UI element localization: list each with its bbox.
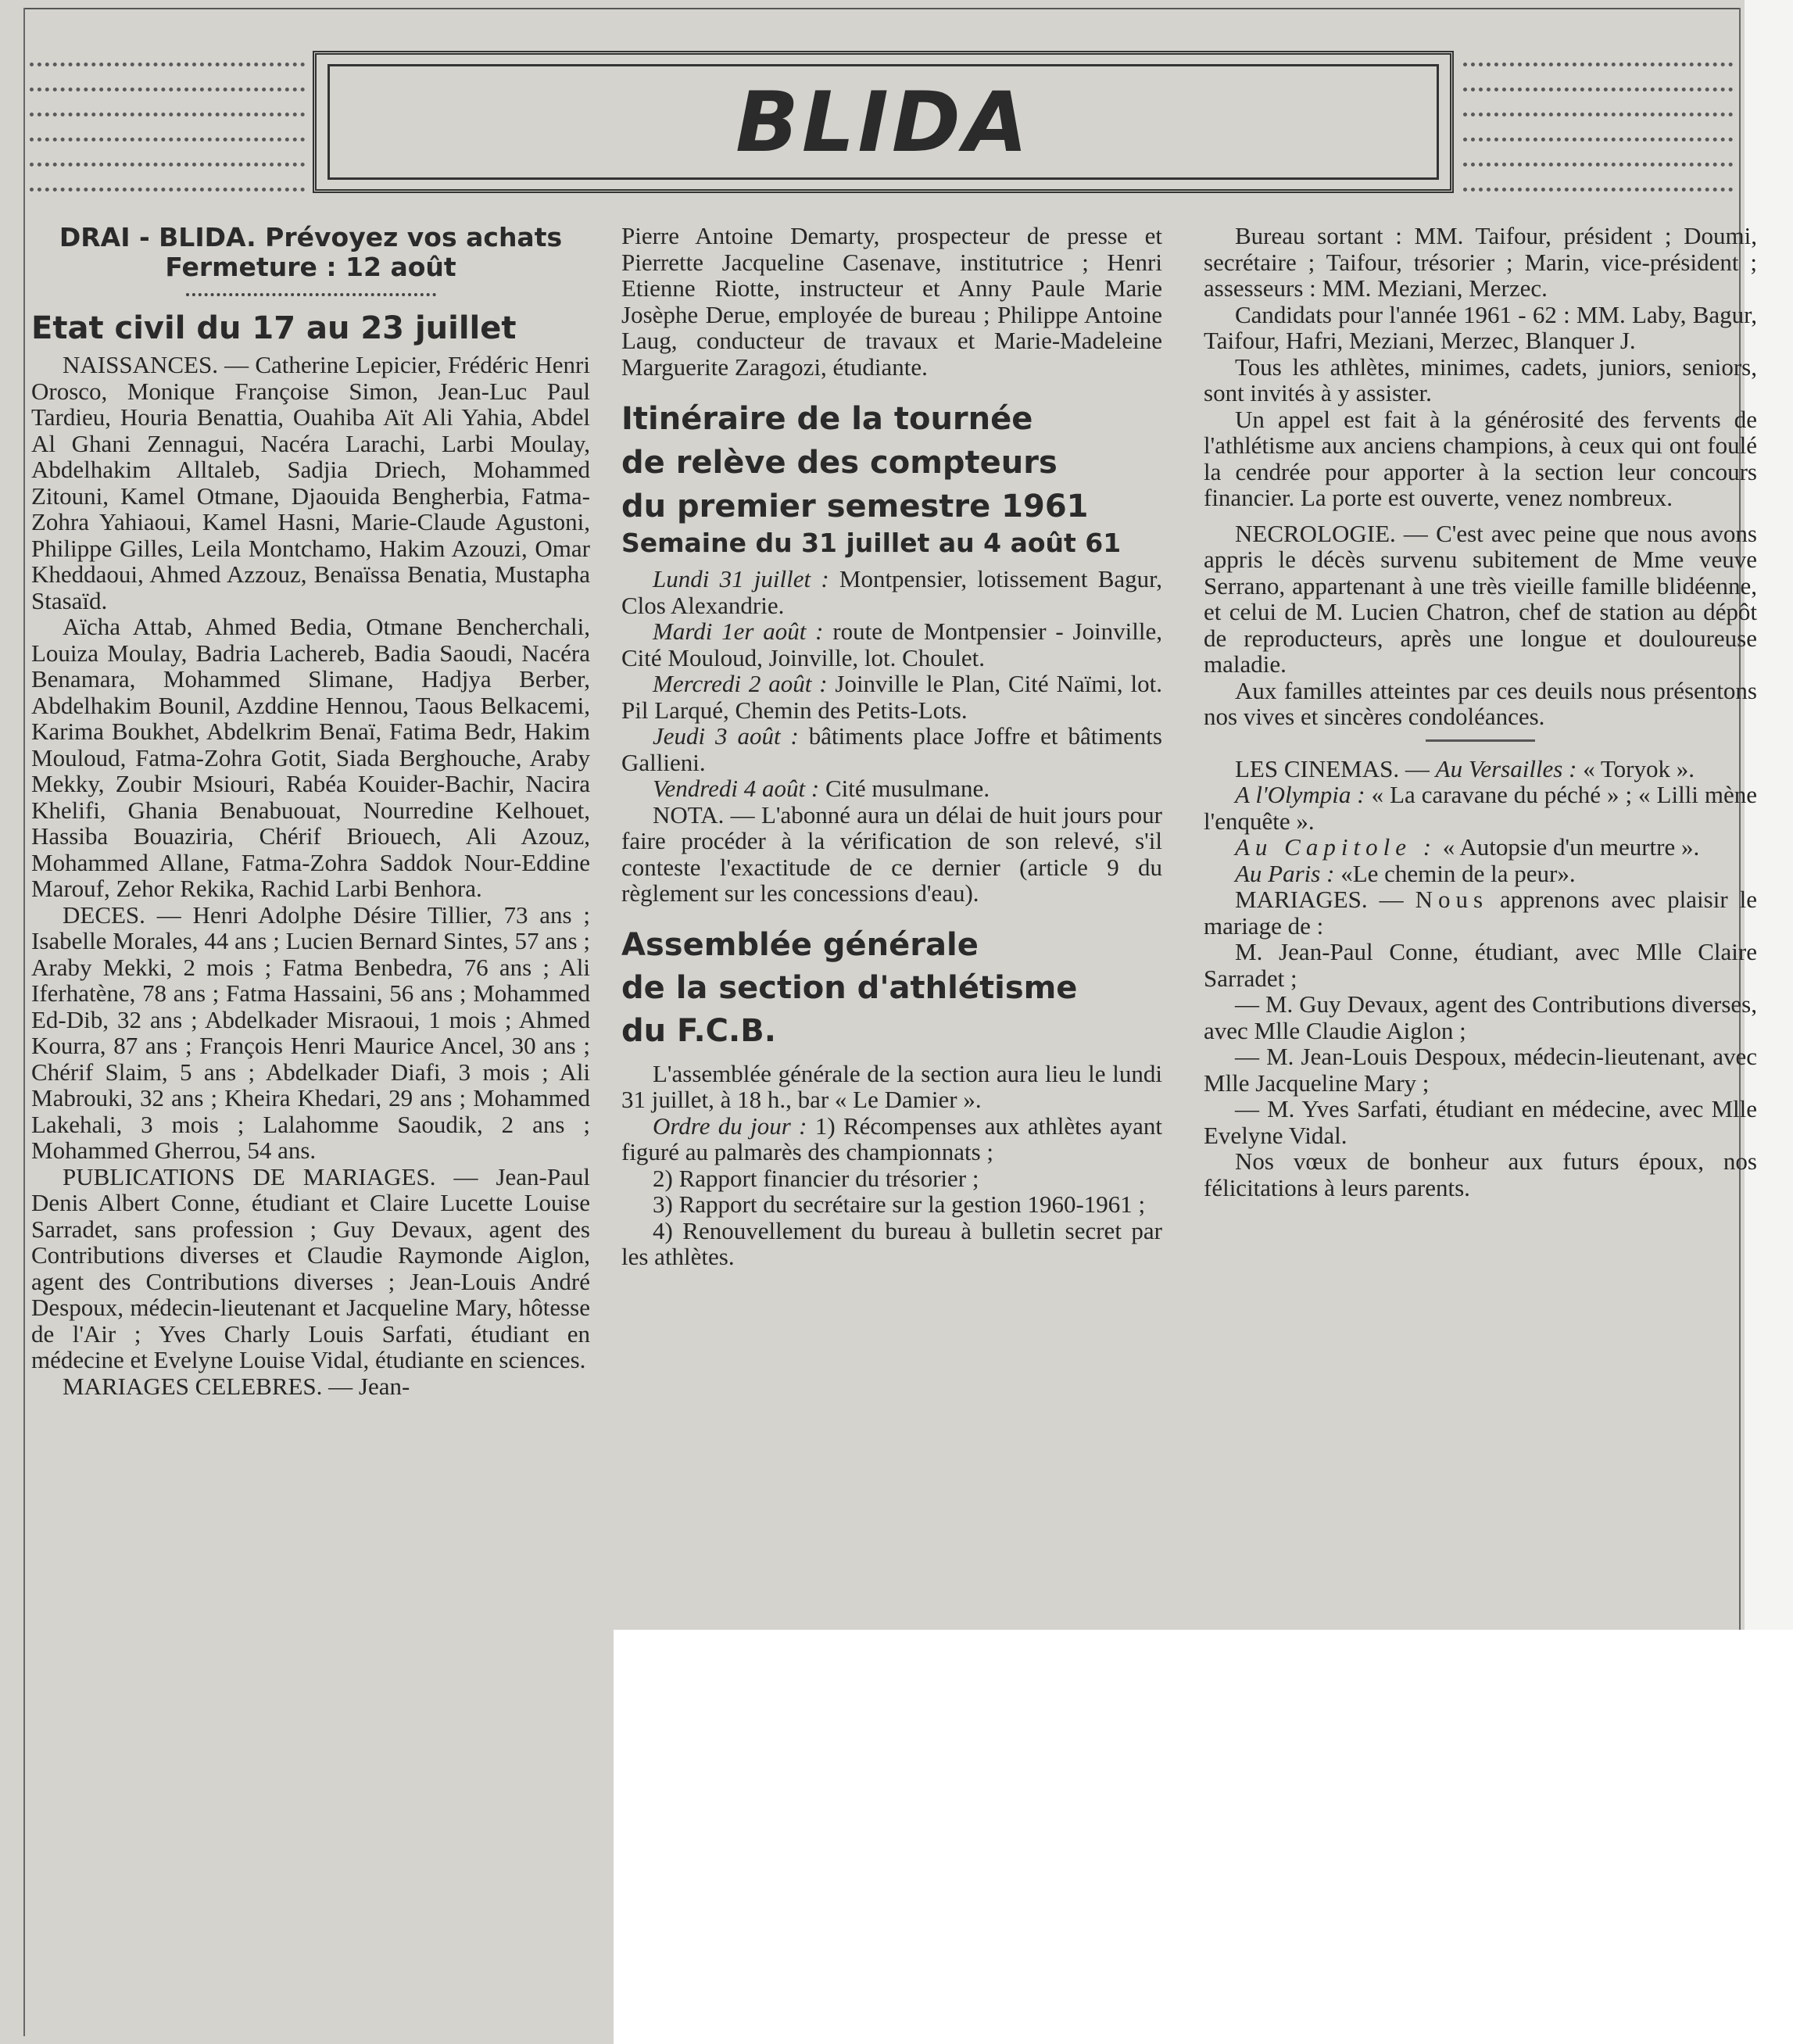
naissances-text: — Catherine Lepicier, Frédéric Henri Orosco, Monique Françoise Simon, Jean-Luc Paul Tardieu, Houria Benattia, Ouahiba Aït Ali Yahia, Abdel Al Ghani Zennagui, Nacéra Larachi, Larbi Moulay, Abdelhakim Alltaleb, Sadjia Driech, Mohammed Zitouni, Kamel Otmane, Djaouida Bengherbia, Fatma-Zohra Yahiaoui, Kamel Hasni, Marie-Claude Agustoni, Philippe Gilles, Leila Montchamo, Hakim Azouzi, Omar Kheddaoui, Ahmed Azzouz, Benaïssa Benatia, Mustapha Stasaïd. xyxy=(31,351,590,614)
capitole-paragraph xyxy=(1204,834,1757,861)
mariage-2: — M. Guy Devaux, agent des Contributions diverses, avec Mlle Claudie Aiglon ; xyxy=(1204,990,1757,1044)
mercredi-text: Joinville le Plan, Cité Naïmi, lot. Pil Larqué, Chemin des Petits-Lots. xyxy=(621,670,1162,724)
appel-paragraph: Un appel est fait à la générosité des fervents de l'athlétisme aux anciens champions, à ceux qui ont foulé la cendrée pour apporter à la section leur concours financier. La porte est ouverte, venez nombreux. xyxy=(1204,405,1757,511)
section-title: BLIDA xyxy=(735,73,1031,170)
cinemas-label: LES CINEMAS. xyxy=(1235,754,1400,782)
agenda-item-3: 3) Rapport du secrétaire sur la gestion 1960-1961 ; xyxy=(653,1190,1146,1218)
etat-civil-heading: Etat civil du 17 au 23 juillet xyxy=(31,310,517,346)
paris-paragraph xyxy=(1204,861,1757,887)
deces-paragraph xyxy=(31,902,590,1164)
agenda-label: Ordre du jour : xyxy=(653,1111,807,1140)
publications-paragraph xyxy=(31,1164,590,1373)
olympia-films: « La caravane du péché » ; « Lilli mène l'enquête ». xyxy=(1204,781,1758,835)
continued-paragraph: Pierre Antoine Demarty, prospecteur de presse et Pierrette Jacqueline Casenave, institutrice ; Henri Etienne Riotte, instructeur et Anny Paule Marie Josèphe Derue, employée de bureau ; Philippe Antoine Laug, conducteur de travaux et Marie-Madeleine Marguerite Zaragozi, étudiante. xyxy=(621,222,1162,381)
jeudi-text: bâtiments place Joffre et bâtiments Gallieni. xyxy=(621,722,1162,776)
column-3 xyxy=(1204,223,1757,1201)
candidats-paragraph: Candidats pour l'année 1961 - 62 : MM. Laby, Bagur, Taifour, Hafri, Meziani, Merzec, Blanquer J. xyxy=(1204,300,1757,354)
paris-label: Au Paris : xyxy=(1235,859,1335,887)
naissances-paragraph xyxy=(31,352,590,614)
jeudi-paragraph xyxy=(621,723,1162,775)
assembly-heading-3: du F.C.B. xyxy=(621,1012,776,1049)
mariages-dash: — xyxy=(1367,886,1415,913)
separator xyxy=(186,293,436,296)
vendredi-paragraph xyxy=(621,775,1162,802)
nota-text: — L'abonné aura un délai de huit jours pour faire procéder à la vérification de son relevé, s'il conteste l'exactitude de ce dernier (article 9 du règlement sur les concessions d'eau). xyxy=(621,800,1162,907)
itinerary-heading-1: Itinéraire de la tournée xyxy=(621,401,1033,437)
lundi-label: Lundi 31 juillet : xyxy=(653,565,829,592)
decor-dash xyxy=(30,138,305,141)
lundi-paragraph xyxy=(621,566,1162,618)
versailles-label: Au Versailles : xyxy=(1435,754,1577,782)
naissances-paragraph-2 xyxy=(31,614,590,902)
section-banner xyxy=(313,51,1454,193)
publications-label: PUBLICATIONS DE MARIAGES. xyxy=(63,1162,436,1190)
celebres-text: — Jean- xyxy=(322,1372,410,1400)
mariages-label: MARIAGES. xyxy=(1235,886,1368,913)
mardi-label: Mardi 1er août : xyxy=(653,617,824,645)
athletes-paragraph: Tous les athlètes, minimes, cadets, juniors, seniors, sont invités à y assister. xyxy=(1204,353,1757,406)
column-2 xyxy=(621,223,1162,1270)
mariages-intro: apprenons avec plaisir le mariage de : xyxy=(1204,886,1757,940)
decor-dash xyxy=(1463,138,1733,141)
decor-dash xyxy=(1463,88,1733,91)
capitole-film: « Autopsie d'un meurtre ». xyxy=(1437,833,1700,861)
decor-dash xyxy=(30,163,305,166)
necrologie-paragraph xyxy=(1204,521,1757,678)
olympia-label: A l'Olympia : xyxy=(1235,781,1365,808)
spacer xyxy=(621,907,1162,924)
jeudi-label: Jeudi 3 août : xyxy=(653,722,799,750)
agenda-paragraph xyxy=(621,1113,1162,1165)
olympia-paragraph xyxy=(1204,782,1757,834)
condoleances-paragraph: Aux familles atteintes par ces deuils nous présentons nos vives et sincères condoléances. xyxy=(1204,676,1757,730)
deces-text: — Henri Adolphe Désire Tillier, 73 ans ; Isabelle Morales, 44 ans ; Lucien Bernard Sintes, 57 ans ; Araby Mekki, 2 mois ; Fatma Benbedra, 76 ans ; Ali Iferhatène, 78 ans ; Fatma Hassaini, 56 ans ; Mohammed Ed-Dib, 32 ans ; Abdelkader Misraoui, 1 mois ; Ahmed Kourra, 87 ans ; François Henri Maurice Ancel, 30 ans ; Chérif Slaim, 5 ans ; Abdelkader Diafi, 3 mois ; Ali Mabrouki, 32 ans ; Kheira Khedari, 29 ans ; Mohammed Lakehali, 3 mois ; Lalahomme Saoudik, 2 ans ; Mohammed Gherrou, 54 ans. xyxy=(31,900,590,1164)
top-rule xyxy=(23,8,1739,9)
versailles-film: « Toryok ». xyxy=(1576,754,1695,782)
voeux-paragraph: Nos vœux de bonheur aux futurs époux, nos félicitations à leurs parents. xyxy=(1204,1147,1757,1201)
cinemas-paragraph: LES CINEMAS. — Au Versailles : « Toryok ». xyxy=(1235,754,1695,782)
agenda-item-2: 2) Rapport financier du trésorier ; xyxy=(653,1164,979,1192)
ad-line-2: Fermeture : 12 août xyxy=(165,252,456,282)
mariages-paragraph xyxy=(1204,886,1757,939)
nota-paragraph xyxy=(621,802,1162,907)
decor-dash xyxy=(30,188,305,192)
publications-text: — Jean-Paul Denis Albert Conne, étudiant et Claire Lucette Louise Sarradet, sans profession ; Guy Devaux, agent des Contributions diverses et Claudie Raymonde Aiglon, agent des Contributions diverses ; Jean-Louis André Despoux, médecin-lieutenant et Jacqueline Mary, hôtesse de l'Air ; Yves Charly Louis Sarfati, étudiant en médecine et Evelyne Louise Vidal, étudiante en sciences. xyxy=(31,1162,590,1373)
mardi-paragraph xyxy=(621,618,1162,671)
naissances-text-2: Aïcha Attab, Ahmed Bedia, Otmane Bencherchali, Louiza Moulay, Badria Lachereb, Badia Saoudi, Nacéra Benamara, Mohammed Slimane, Hadjya Berber, Abdelhakim Bounil, Azddine Hennou, Taous Belkacemi, Karima Boukhet, Abdelkrim Benaï, Fatima Bedr, Hakim Mouloud, Fatma-Zohra Gotit, Siada Berghouche, Araby Mekky, Zoubir Msiouri, Rabéa Kouider-Bachir, Nacira Khelifi, Ghania Benabuouat, Nourredine Kelhouet, Hassiba Bouaziria, Chérif Briouech, Ali Azouz, Mohammed Allane, Fatma-Zohra Saddok Nour-Eddine Marouf, Zehor Rekika, Rachid Larbi Benhora. xyxy=(31,613,590,902)
decor-dash xyxy=(30,113,305,116)
decor-dash xyxy=(1463,113,1733,116)
mariage-3: — M. Jean-Louis Despoux, médecin-lieutenant, avec Mlle Jacqueline Mary ; xyxy=(1204,1043,1757,1097)
nota-label: NOTA. xyxy=(653,800,725,829)
necrologie-label: NECROLOGIE. xyxy=(1235,519,1396,547)
assembly-paragraph: L'assemblée générale de la section aura lieu le lundi 31 juillet, à 18 h., bar « Le Damier ». xyxy=(621,1059,1162,1113)
left-rule xyxy=(23,8,25,2036)
spacer xyxy=(621,380,1162,397)
itinerary-heading-2: de relève des compteurs xyxy=(621,445,1058,481)
itinerary-heading-3: du premier semestre 1961 xyxy=(621,489,1089,524)
deces-label: DECES. xyxy=(63,900,145,929)
decor-dash xyxy=(30,88,305,91)
mardi-text: route de Montpensier - Joinville, Cité Mouloud, Joinville, lot. Choulet. xyxy=(621,617,1163,671)
mariage-1: M. Jean-Paul Conne, étudiant, avec Mlle Claire Sarradet ; xyxy=(1204,938,1757,992)
agenda-item-4: 4) Renouvellement du bureau à bulletin secret par les athlètes. xyxy=(621,1216,1162,1270)
bureau-paragraph: Bureau sortant : MM. Taifour, président ; Doumi, secrétaire ; Taifour, trésorier ; Marin, vice-président ; assesseurs : MM. Meziani, Merzec. xyxy=(1204,222,1757,302)
blank-area xyxy=(614,1630,1793,2044)
mariage-4: — M. Yves Sarfati, étudiant en médecine, avec Mlle Evelyne Vidal. xyxy=(1204,1095,1757,1149)
necrologie-text: — C'est avec peine que nous avons appris le décès survenu subitement de Mme veuve Serrano, appartenant à une très vieille famille blidéenne, et celui de M. Lucien Chatron, chef de station au dépôt de reproducteurs, après une longue et douloureuse maladie. xyxy=(1204,519,1757,678)
agenda-item-1: 1) Récompenses aux athlètes ayant figuré au palmarès des championnats ; xyxy=(621,1111,1162,1165)
vendredi-label: Vendredi 4 août : xyxy=(653,775,820,802)
paris-film: «Le chemin de la peur». xyxy=(1334,859,1576,887)
separator xyxy=(1426,739,1535,742)
decor-dash xyxy=(1463,188,1733,192)
decor-dash xyxy=(1463,63,1733,66)
itinerary-subheading: Semaine du 31 juillet au 4 août 61 xyxy=(621,528,1122,558)
decor-dash xyxy=(1463,163,1733,166)
column-1 xyxy=(31,223,590,1399)
celebres-label: MARIAGES CELEBRES. xyxy=(63,1372,323,1400)
mercredi-label: Mercredi 2 août : xyxy=(653,670,828,697)
assembly-heading-2: de la section d'athlétisme xyxy=(621,969,1078,1006)
vendredi-text: Cité musulmane. xyxy=(819,775,990,802)
naissances-label: NAISSANCES. xyxy=(63,351,218,378)
ad-line-1: DRAI - BLIDA. Prévoyez vos achats xyxy=(59,222,563,252)
mercredi-paragraph xyxy=(621,671,1162,723)
mariages-nous: Nous xyxy=(1415,886,1489,913)
celebres-paragraph xyxy=(31,1373,590,1400)
assembly-heading-1: Assemblée générale xyxy=(621,926,979,963)
decor-dash xyxy=(30,63,305,66)
lundi-text: Montpensier, lotissement Bagur, Clos Alexandrie. xyxy=(621,565,1162,619)
capitole-label: Au Capitole : xyxy=(1235,833,1437,861)
